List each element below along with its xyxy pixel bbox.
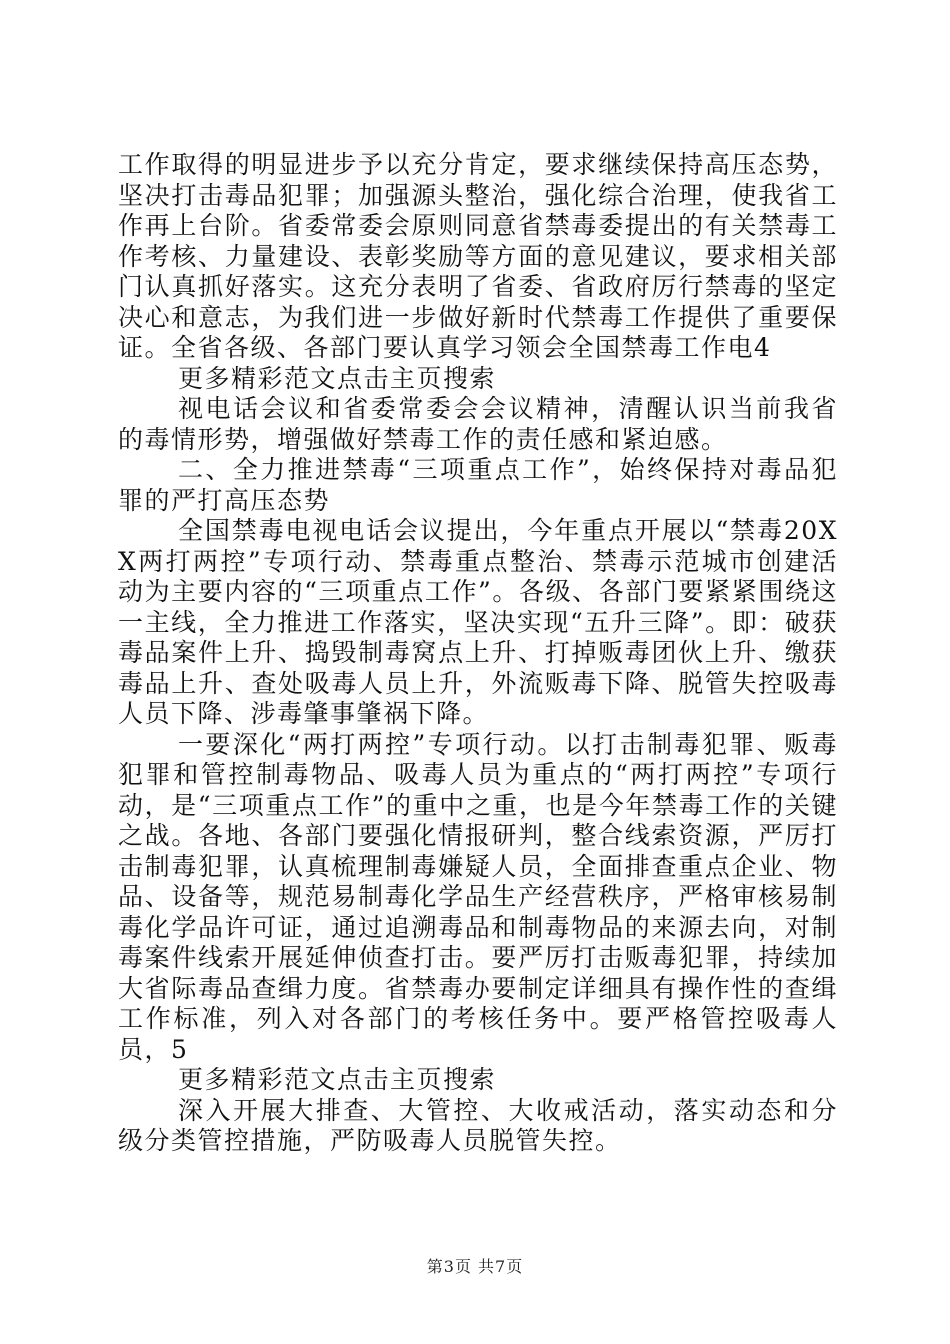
- section-heading-2: 二、全力推进禁毒“三项重点工作”，始终保持对毒品犯罪的严打高压态势: [118, 455, 838, 515]
- paragraph-2: 视电话会议和省委常委会会议精神，清醒认识当前我省的毒情形势，增强做好禁毒工作的责任感和紧迫感。: [118, 394, 838, 454]
- paragraph-1: 工作取得的明显进步予以充分肯定，要求继续保持高压态势，坚决打击毒品犯罪；加强源头整治，强化综合治理，使我省工作再上台阶。省委常委会原则同意省禁毒委提出的有关禁毒工作考核、力量建设、表彰奖励等方面的意见建议，要求相关部门认真抓好落实。这充分表明了省委、省政府厉行禁毒的坚定决心和意志，为我们进一步做好新时代禁毒工作提供了重要保证。全省各级、各部门要认真学习领会全国禁毒工作电4: [118, 150, 838, 362]
- promo-line-2: 更多精彩范文点击主页搜索: [178, 1065, 497, 1094]
- page-footer: 第3页 共7页: [426, 1257, 524, 1276]
- paragraph-4: 一要深化“两打两控”专项行动。以打击制毒犯罪、贩毒犯罪和管控制毒物品、吸毒人员为重点的“两打两控”专项行动，是“三项重点工作”的重中之重，也是今年禁毒工作的关键之战。各地、各部门要强化情报研判，整合线索资源，严厉打击制毒犯罪，认真梳理制毒嫌疑人员，全面排查重点企业、物品、设备等，规范易制毒化学品生产经营秩序，严格审核易制毒化学品许可证，通过追溯毒品和制毒物品的来源去向，对制毒案件线索开展延伸侦查打击。要严厉打击贩毒犯罪，持续加大省际毒品查缉力度。省禁毒办要制定详细具有操作性的查缉工作标准，列入对各部门的考核任务中。要严格管控吸毒人员，5: [118, 729, 838, 1064]
- promo-line-1: 更多精彩范文点击主页搜索: [178, 363, 497, 393]
- paragraph-5: 深入开展大排查、大管控、大收戒活动，落实动态和分级分类管控措施，严防吸毒人员脱管失控。: [118, 1095, 838, 1155]
- paragraph-3: 全国禁毒电视电话会议提出，今年重点开展以“禁毒20XX两打两控”专项行动、禁毒重点整治、禁毒示范城市创建活动为主要内容的“三项重点工作”。各级、各部门要紧紧围绕这一主线，全力推进工作落实，坚决实现“五升三降”。即：破获毒品案件上升、捣毁制毒窝点上升、打掉贩毒团伙上升、缴获毒品上升、查处吸毒人员上升，外流贩毒下降、脱管失控吸毒人员下降、涉毒肇事肇祸下降。: [118, 516, 838, 728]
- document-body: [118, 150, 838, 1157]
